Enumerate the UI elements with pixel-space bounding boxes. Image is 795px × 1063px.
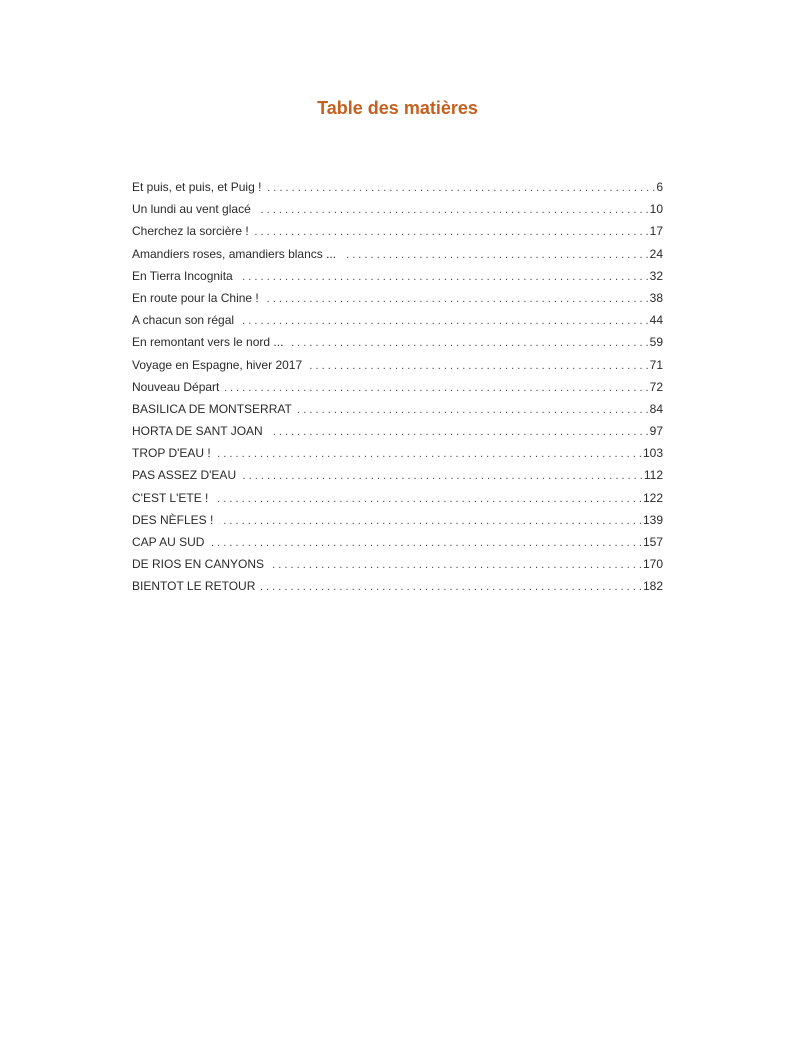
dot-leader [289, 335, 648, 351]
toc-page-number: 157 [642, 535, 663, 549]
toc-entry[interactable] [132, 578, 663, 600]
toc-entry[interactable] [132, 357, 663, 379]
toc-entry-title: BASILICA DE MONTSERRAT [132, 401, 292, 416]
toc-entry[interactable] [132, 467, 663, 489]
toc-entry[interactable] [132, 512, 663, 534]
toc-list [132, 179, 663, 601]
toc-entry[interactable] [132, 312, 663, 334]
toc-page-number: 112 [643, 468, 663, 483]
dot-leader [261, 579, 642, 595]
toc-entry-title: A chacun son régal [132, 313, 235, 328]
toc-entry-title: Un lundi au vent glacé [132, 202, 251, 217]
toc-entry-title: Cherchez la sorcière ! [132, 224, 249, 239]
toc-entry[interactable] [132, 268, 663, 290]
toc-entry[interactable] [132, 223, 663, 245]
dot-leader [214, 491, 642, 507]
toc-page-number: 103 [642, 446, 663, 461]
dot-leader [298, 402, 649, 418]
toc-entry[interactable] [132, 334, 663, 356]
toc-entry-title: CAP AU SUD [132, 535, 205, 549]
toc-page-number: 182 [642, 579, 663, 594]
toc-page-number: 6 [656, 180, 663, 194]
toc-entry[interactable] [132, 401, 663, 423]
dot-leader [342, 247, 649, 263]
dot-leader [242, 468, 643, 484]
dot-leader [225, 380, 648, 396]
toc-entry[interactable] [132, 379, 663, 401]
toc-entry[interactable] [132, 290, 663, 312]
toc-entry[interactable] [132, 534, 663, 556]
dot-leader [270, 557, 642, 573]
toc-entry-title: Amandiers roses, amandiers blancs ... [132, 246, 337, 261]
toc-entry[interactable] [132, 445, 663, 467]
toc-page-number: 38 [649, 290, 663, 305]
toc-entry-title: Et puis, et puis, et Puig ! [132, 180, 262, 194]
toc-page-number: 84 [649, 401, 663, 416]
toc-entry-title: PAS ASSEZ D'EAU [132, 468, 237, 483]
toc-entry-title: TROP D'EAU ! [132, 446, 211, 461]
toc-page-number: 59 [649, 335, 663, 350]
toc-entry-title: Nouveau Départ [132, 379, 220, 394]
toc-page-number: 10 [649, 202, 663, 217]
toc-entry[interactable] [132, 201, 663, 223]
toc-entry[interactable] [132, 556, 663, 578]
toc-entry-title: Voyage en Espagne, hiver 2017 [132, 357, 303, 372]
toc-page-number: 122 [642, 490, 663, 505]
dot-leader [217, 446, 642, 462]
dot-leader [239, 269, 649, 285]
toc-entry[interactable] [132, 423, 663, 445]
dot-leader [219, 513, 642, 529]
toc-page-number: 72 [649, 379, 663, 394]
toc-entry-title: DE RIOS EN CANYONS [132, 557, 265, 572]
dot-leader [257, 202, 649, 218]
toc-entry-title: En route pour la Chine ! [132, 290, 259, 305]
toc-entry-title: En remontant vers le nord ... [132, 335, 284, 350]
toc-page-number: 32 [649, 268, 663, 283]
dot-leader [269, 424, 649, 440]
toc-entry-title: C'EST L'ETE ! [132, 490, 209, 505]
toc-entry-title: HORTA DE SANT JOAN [132, 424, 263, 439]
dot-leader [210, 535, 642, 551]
toc-page-number: 170 [642, 557, 663, 572]
toc-page-number: 17 [649, 224, 663, 239]
toc-page-number: 139 [642, 512, 663, 527]
toc-entry[interactable] [132, 246, 663, 268]
toc-entry-title: En Tierra Incognita [132, 268, 233, 283]
dot-leader [255, 224, 649, 240]
toc-page-number: 97 [649, 424, 663, 439]
toc-page-number: 44 [649, 313, 663, 328]
dot-leader [308, 358, 649, 374]
dot-leader [267, 180, 655, 196]
toc-entry-title: DES NÈFLES ! [132, 512, 214, 527]
toc-title: Table des matières [317, 98, 478, 118]
dot-leader [265, 291, 649, 307]
toc-page-number: 24 [649, 246, 663, 261]
toc-entry-title: BIENTOT LE RETOUR [132, 579, 256, 594]
toc-entry[interactable] [132, 490, 663, 512]
toc-page-number: 71 [649, 357, 663, 372]
toc-entry[interactable] [132, 179, 663, 201]
dot-leader [240, 313, 649, 329]
